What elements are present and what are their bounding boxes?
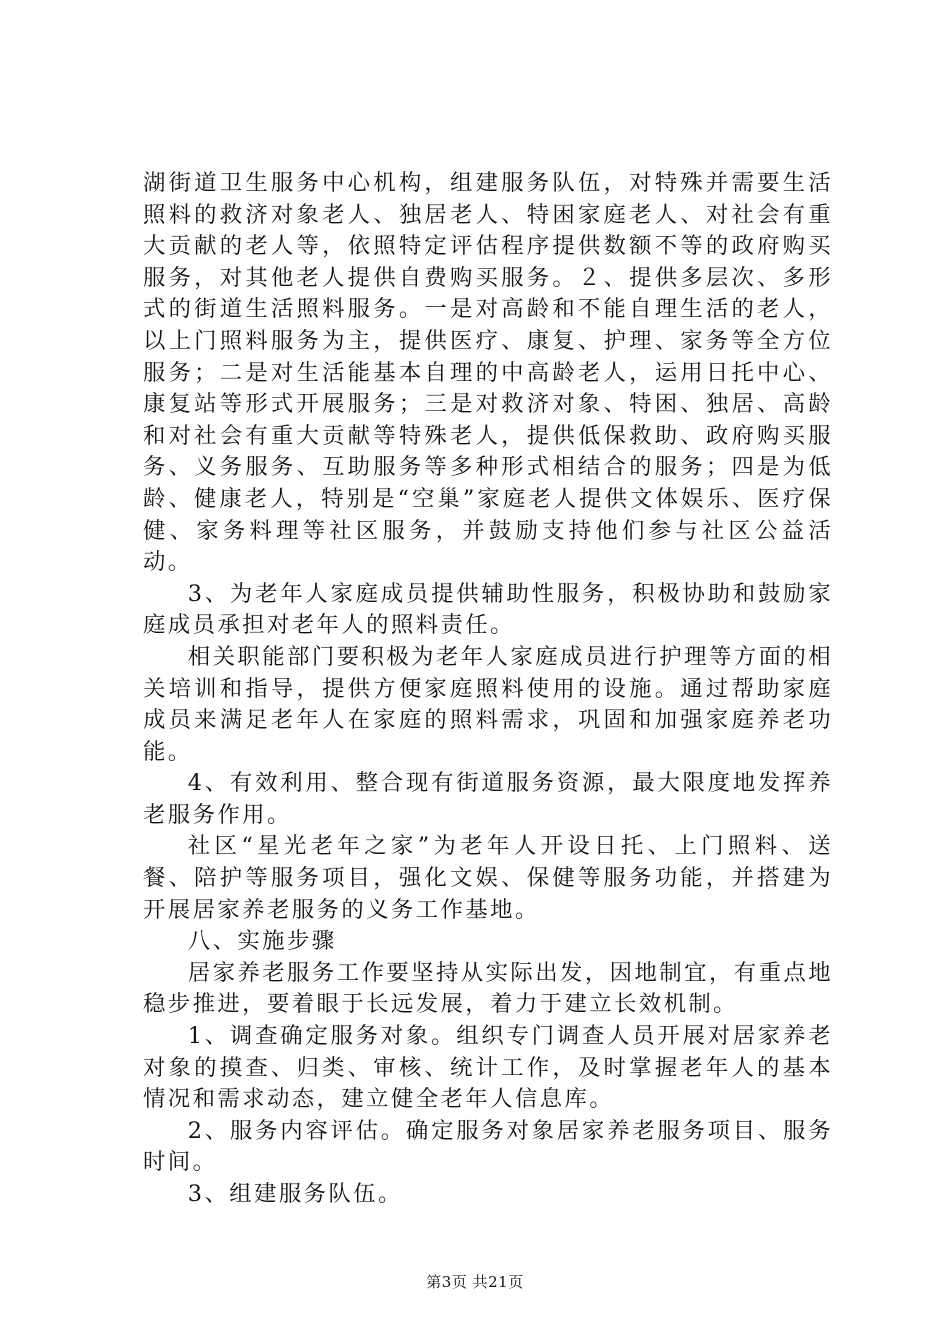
document-body xyxy=(143,168,833,1211)
paragraph-continuation: 湖街道卫生服务中心机构，组建服务队伍，对特殊并需要生活照料的救济对象老人、独居老人、特困家庭老人、对社会有重大贡献的老人等，依照特定评估程序提供数额不等的政府购买服务，对其他老人提供自费购买服务。２、提供多层次、多形式的街道生活照料服务。一是对高龄和不能自理生活的老人，以上门照料服务为主，提供医疗、康复、护理、家务等全方位服务；二是对生活能基本自理的中高龄老人，运用日托中心、康复站等形式开展服务；三是对救济对象、特困、独居、高龄和对社会有重大贡献等特殊老人，提供低保救助、政府购买服务、义务服务、互助服务等多种形式相结合的服务；四是为低龄、健康老人，特别是“空巢”家庭老人提供文体娱乐、医疗保健、家务料理等社区服务，并鼓励支持他们参与社区公益活动。 xyxy=(143,170,833,576)
paragraph-step-3: 3、组建服务队伍。 xyxy=(187,1181,403,1207)
paragraph-item-3: 3、为老年人家庭成员提供辅助性服务，积极协助和鼓励家庭成员承担对老年人的照料责任。 xyxy=(143,580,833,639)
paragraph-item-4: 4、有效利用、整合现有街道服务资源，最大限度地发挥养老服务作用。 xyxy=(143,770,833,828)
paragraph-family-training: 相关职能部门要积极为老年人家庭成员进行护理等方面的相关培训和指导，提供方便家庭照料使用的设施。通过帮助家庭成员来满足老年人在家庭的照料需求，巩固和加强家庭养老功能。 xyxy=(143,643,833,765)
paragraph-step-1: 1、调查确定服务对象。组织专门调查人员开展对居家养老对象的摸查、归类、审核、统计工作，及时掌握老年人的基本情况和需求动态，建立健全老年人信息库。 xyxy=(143,1023,833,1113)
section-heading-implementation-steps: 八、实施步骤 xyxy=(187,928,337,955)
paragraph-starlight-home: 社区“星光老年之家”为老年人开设日托、上门照料、送餐、陪护等服务项目，强化文娱、保健等服务功能，并搭建为开展居家养老服务的义务工作基地。 xyxy=(143,833,833,923)
paragraph-implementation-principle: 居家养老服务工作要坚持从实际出发，因地制宜，有重点地稳步推进，要着眼于长远发展，着力于建立长效机制。 xyxy=(143,959,833,1018)
page-footer: 第3页 共21页 xyxy=(426,1273,524,1291)
paragraph-step-2: 2、服务内容评估。确定服务对象居家养老服务项目、服务时间。 xyxy=(143,1117,833,1176)
